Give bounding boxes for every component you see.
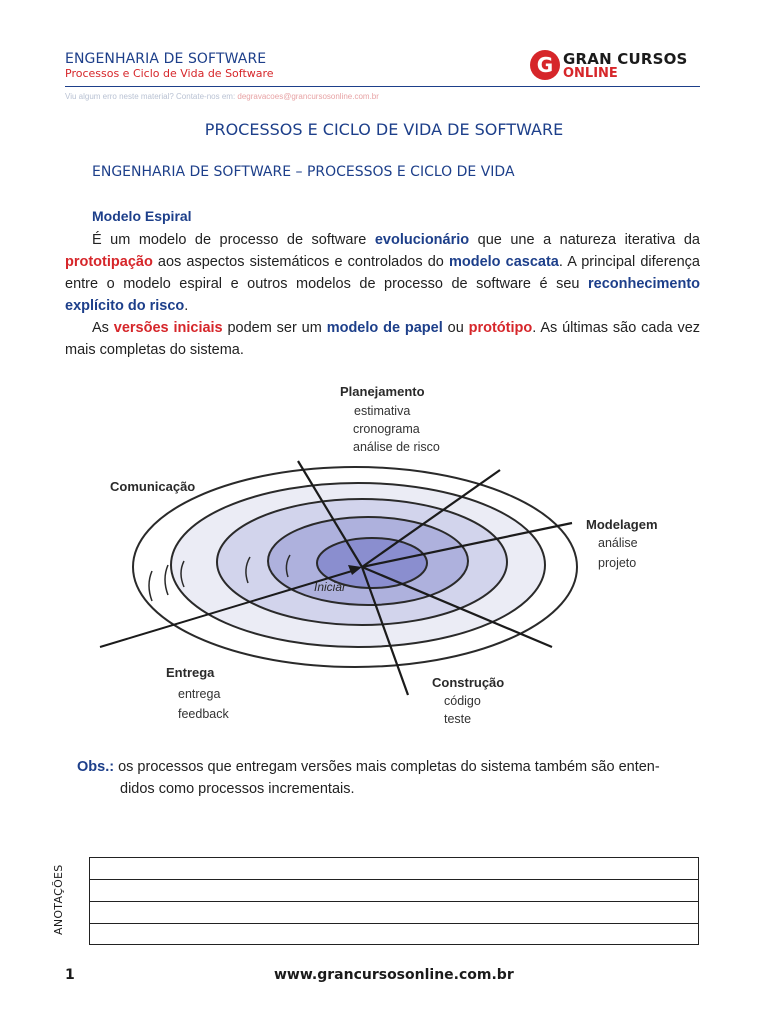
notice-email-link[interactable]: degravacoes@grancursosonline.com.br <box>237 92 379 101</box>
text-run: . <box>184 298 189 314</box>
header-subtitle: Processos e Ciclo de Vida de Software <box>65 67 274 80</box>
label-planejamento: Planejamento <box>340 384 425 399</box>
notice-text: Viu algum erro neste material? Contate-nos em: <box>65 92 238 101</box>
label-cronograma: cronograma <box>353 422 420 436</box>
keyword-modelo-papel: modelo de papel <box>326 320 443 336</box>
label-construcao: Construção <box>432 675 505 690</box>
text-run: que une a natureza iterativa da <box>469 232 700 248</box>
label-projeto: projeto <box>598 556 637 570</box>
obs-line2: didos como processos incrementais. <box>120 781 355 797</box>
obs-label: Obs.: <box>77 759 115 775</box>
label-codigo: código <box>444 694 481 708</box>
text-run: podem ser um <box>222 320 327 336</box>
label-entrega-item: entrega <box>178 687 221 701</box>
keyword-prototipo: protótipo <box>468 320 533 336</box>
text-run: . A principal diferença entre o modelo espiral e outros modelos de processo de software é seu <box>65 254 700 292</box>
gran-cursos-logo[interactable] <box>530 48 705 84</box>
text-run: aos aspectos sistemáticos e controlados do <box>152 254 449 270</box>
keyword-prototipacao: prototipação <box>65 254 153 270</box>
label-iniciar: Iniciar <box>314 580 347 594</box>
label-analise: análise <box>598 536 638 550</box>
logo-line1: GRAN CURSOS <box>563 50 688 68</box>
annotation-line[interactable] <box>90 880 698 902</box>
logo-line2: ONLINE <box>563 66 618 81</box>
section-title: ENGENHARIA DE SOFTWARE – PROCESSOS E CICLO DE VIDA <box>92 164 515 180</box>
page-number: 1 <box>65 967 75 983</box>
header-divider <box>65 86 700 87</box>
footer-site-link[interactable]: www.grancursosonline.com.br <box>274 967 514 983</box>
annotation-line[interactable] <box>90 858 698 880</box>
annotation-line[interactable] <box>90 924 698 946</box>
observation <box>77 759 660 775</box>
label-estimativa: estimativa <box>354 404 411 418</box>
subsection-heading: Modelo Espiral <box>92 208 192 224</box>
keyword-versoes-iniciais: versões iniciais <box>113 320 223 336</box>
keyword-modelo-cascata: modelo cascata <box>448 254 559 270</box>
label-modelagem: Modelagem <box>586 517 658 532</box>
logo-g-icon: G <box>530 50 560 80</box>
paragraph-definition <box>65 229 700 317</box>
label-teste: teste <box>444 712 472 726</box>
keyword-evolucionario: evolucionário <box>374 232 470 248</box>
error-notice <box>65 92 379 101</box>
text-run: As <box>92 320 114 336</box>
label-analise-risco: análise de risco <box>353 440 440 454</box>
text-run: ou <box>442 320 469 336</box>
text-run: . As últimas são cada vez mais completas do sistema. <box>65 320 701 358</box>
annotation-line[interactable] <box>90 902 698 924</box>
obs-line1: os processos que entregam versões mais completas do sistema também são enten- <box>114 759 660 775</box>
annotations-label: ANOTAÇÕES <box>52 864 65 935</box>
page-title: PROCESSOS E CICLO DE VIDA DE SOFTWARE <box>204 120 564 139</box>
label-feedback: feedback <box>178 707 229 721</box>
paragraph-versions <box>65 317 700 361</box>
header-title: ENGENHARIA DE SOFTWARE <box>65 51 267 67</box>
spiral-model-diagram <box>90 375 680 730</box>
text-run: É um modelo de processo de software <box>92 232 375 248</box>
label-entrega: Entrega <box>166 665 215 680</box>
keyword-reconhecimento-risco: reconhecimento explícito do risco <box>65 276 700 314</box>
annotations-box[interactable] <box>89 857 699 945</box>
label-comunicacao: Comunicação <box>110 479 196 494</box>
